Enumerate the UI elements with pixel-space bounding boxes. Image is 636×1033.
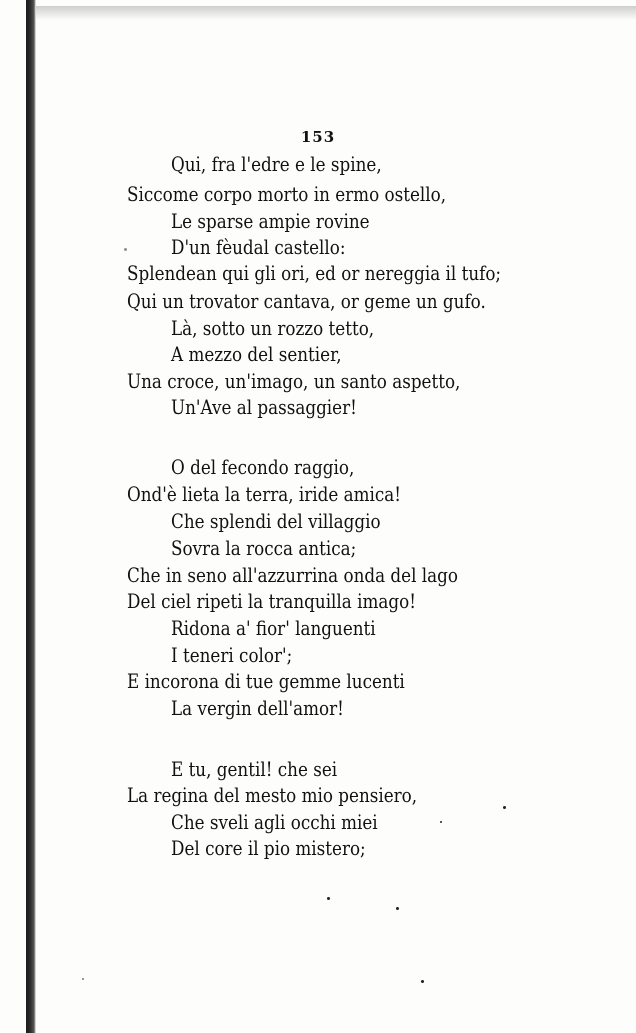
ink-speck [440,821,442,823]
book-spine-edge [26,0,36,1033]
poem-line: Che in seno all'azzurrina onda del lago [127,564,458,587]
page-number: 153 [300,128,336,146]
poem-line: Le sparse ampie rovine [171,210,370,233]
poem-line: Splendean qui gli ori, ed or nereggia il tufo; [127,262,502,285]
poem-line: Una croce, un'imago, un santo aspetto, [127,370,461,393]
poem-line: Un'Ave al passaggier! [171,396,357,419]
poem-line: Qui, fra l'edre e le spine, [171,153,382,176]
ink-speck [421,980,424,983]
ink-speck [327,897,330,900]
poem-line: Del ciel ripeti la tranquilla imago! [127,590,416,613]
poem-line: La regina del mesto mio pensiero, [127,784,418,807]
ink-speck [82,978,84,980]
poem-line: Ond'è lieta la terra, iride amica! [127,483,402,506]
poem-line: O del fecondo raggio, [171,456,355,479]
poem-line: La vergin dell'amor! [171,697,344,720]
poem-line: I teneri color'; [171,644,293,667]
ink-speck [396,907,399,910]
ink-speck [503,806,506,809]
poem-line: Sovra la rocca antica; [171,537,357,560]
page-top-edge [36,6,636,20]
poem-line: Del core il pio mistero; [171,837,366,860]
poem-line: Che splendi del villaggio [171,510,381,533]
poem-line: D'un fèudal castello: [171,236,346,259]
ink-speck [124,248,127,251]
poem-line: E tu, gentil! che sei [171,758,338,781]
poem-line: Siccome corpo morto in ermo ostello, [127,183,447,206]
poem-line: Che sveli agli occhi miei [171,811,378,834]
poem-line: Ridona a' fior' languenti [171,617,376,640]
poem-line: Qui un trovator cantava, or geme un gufo. [127,290,486,313]
poem-line: Là, sotto un rozzo tetto, [171,317,375,340]
poem-line: A mezzo del sentier, [171,343,342,366]
poem-line: E incorona di tue gemme lucenti [127,670,405,693]
